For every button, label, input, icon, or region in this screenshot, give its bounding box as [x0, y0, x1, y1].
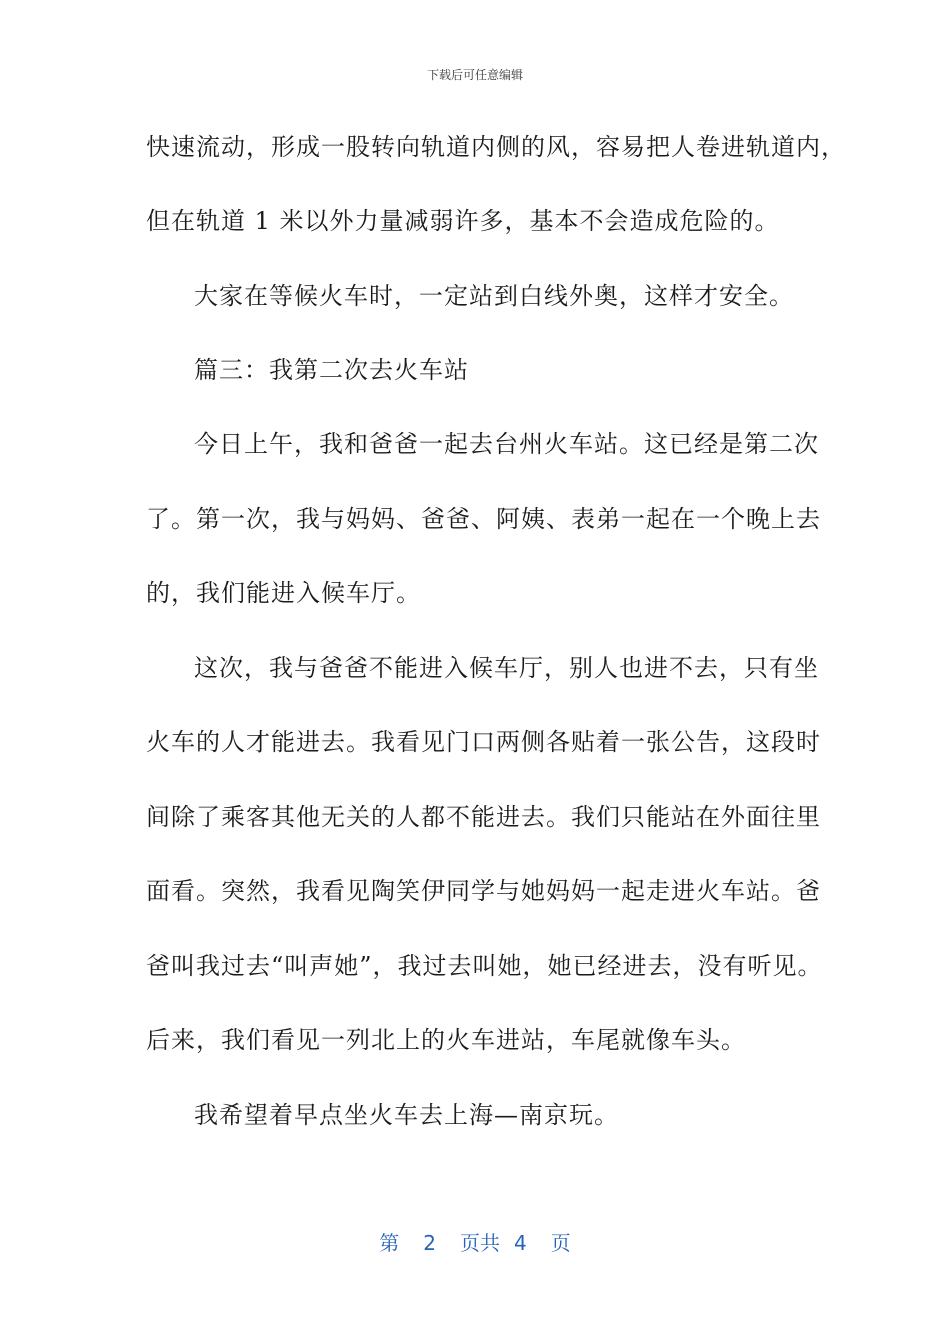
- current-page-number: 2: [423, 1231, 436, 1255]
- text-line-13: 后来，我们看见一列北上的火车进站，车尾就像车头。: [146, 1026, 746, 1054]
- page-label-prefix: 第: [379, 1231, 400, 1255]
- text-line-9: 火车的人才能进去。我看见门口两侧各贴着一张公告，这段时: [146, 728, 821, 756]
- page-number-footer: [0, 1227, 950, 1256]
- page-label-suffix: 页: [550, 1231, 571, 1255]
- text-line-10: 间除了乘客其他无关的人都不能进去。我们只能站在外面往里: [146, 803, 821, 831]
- text-line-11: 面看。突然，我看见陶笑伊同学与她妈妈一起走进火车站。爸: [146, 877, 821, 905]
- text-line-3: 大家在等候火车时，一定站到白线外奥，这样才安全。: [194, 282, 794, 310]
- text-line-6: 了。第一次，我与妈妈、爸爸、阿姨、表弟一起在一个晚上去: [146, 505, 821, 533]
- text-line-1: 快速流动，形成一股转向轨道内侧的风，容易把人卷进轨道内，: [146, 133, 846, 161]
- text-line-7: 的，我们能进入候车厅。: [146, 579, 421, 607]
- text-line-14: 我希望着早点坐火车去上海—南京玩。: [194, 1101, 619, 1129]
- text-line-8: 这次，我与爸爸不能进入候车厅，别人也进不去，只有坐: [194, 654, 819, 682]
- total-pages-number: 4: [514, 1231, 527, 1255]
- text-line-12: 爸叫我过去“叫声她”，我过去叫她，她已经进去，没有听见。: [146, 952, 823, 980]
- section-heading: 篇三：我第二次去火车站: [194, 356, 469, 384]
- text-line-2: 但在轨道 1 米以外力量减弱许多，基本不会造成危险的。: [146, 207, 780, 235]
- page-label-mid: 页共: [460, 1231, 500, 1255]
- page-header: 下载后可任意编辑: [426, 68, 523, 82]
- text-line-5: 今日上午，我和爸爸一起去台州火车站。这已经是第二次: [194, 430, 819, 458]
